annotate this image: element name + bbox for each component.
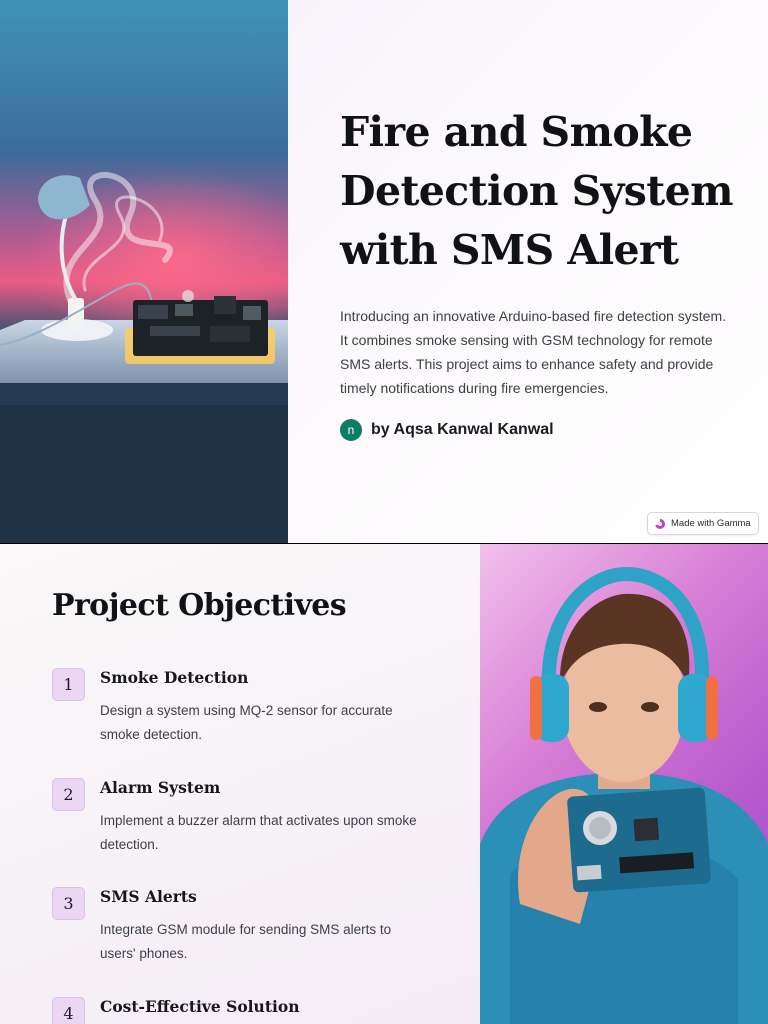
objective-description: Implement a buzzer alarm that activates upon smoke detection. (100, 813, 417, 852)
objective-description: Design a system using MQ-2 sensor for accurate smoke detection. (100, 703, 393, 742)
objectives-slide (0, 544, 768, 1024)
objective-number: 3 (52, 887, 85, 920)
author-name: by Aqsa Kanwal Kanwal (371, 421, 554, 438)
lamp-and-circuit-board-image (0, 0, 288, 543)
objective-title: Smoke Detection (100, 668, 249, 687)
objective-number: 2 (52, 778, 85, 811)
author-row (340, 418, 554, 442)
made-with-gamma-button[interactable] (647, 512, 759, 535)
section-heading: Project Objectives (52, 588, 347, 623)
objective-number: 4 (52, 997, 85, 1024)
objective-title: Cost-Effective Solution (100, 997, 300, 1016)
lamp-scene-illustration (0, 0, 288, 543)
badge-label: Made with Gamma (671, 518, 751, 529)
objective-title: SMS Alerts (100, 887, 197, 906)
objective-number: 1 (52, 668, 85, 701)
person-holding-arduino-image (480, 544, 768, 1024)
slide-title: Fire and Smoke Detection System with SMS Alert (340, 108, 733, 274)
objective-description: Integrate GSM module for sending SMS alerts to users' phones. (100, 922, 392, 961)
avatar: n (340, 419, 362, 441)
intro-paragraph: Introducing an innovative Arduino-based fire detection system. It combines smoke sensing with GSM technology for remote SMS alerts. This project aims to enhance safety and provide timely notifications during fire emergencies. (340, 308, 727, 396)
objective-title: Alarm System (100, 778, 221, 797)
person-illustration (480, 544, 768, 1024)
gamma-logo-icon (655, 519, 665, 529)
